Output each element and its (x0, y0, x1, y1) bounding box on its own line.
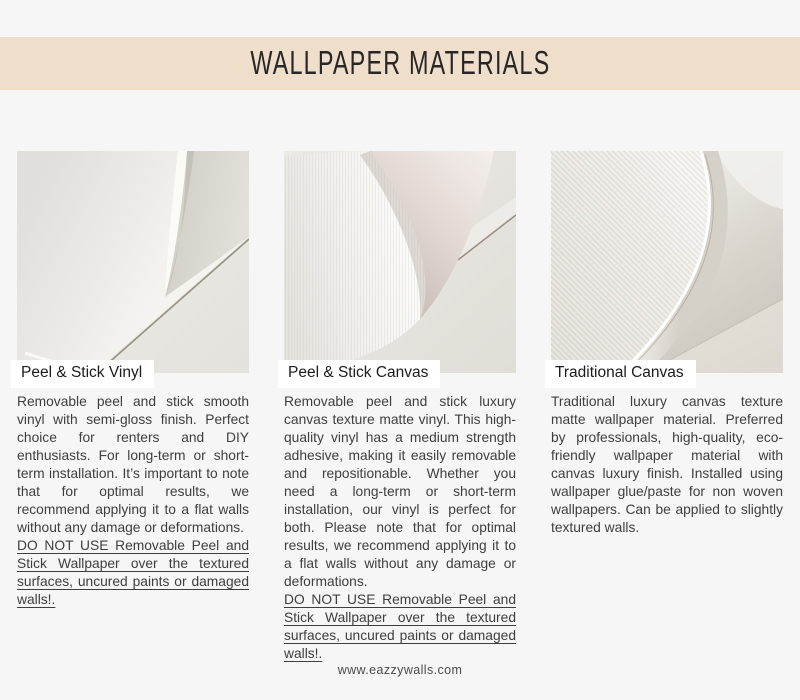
material-warning: DO NOT USE Removable Peel and Stick Wallpaper over the textured surfaces, uncured paints or damaged walls!. (17, 538, 249, 607)
material-label: Peel & Stick Canvas (278, 360, 440, 388)
curled-sheet-illustration (551, 151, 783, 373)
header-banner (0, 37, 800, 90)
traditional-canvas-photo (551, 151, 783, 381)
materials-columns (0, 151, 800, 663)
material-warning: DO NOT USE Removable Peel and Stick Wallpaper over the textured surfaces, uncured paints or damaged walls!. (284, 592, 516, 661)
curled-sheet-illustration (17, 151, 249, 373)
material-label: Traditional Canvas (545, 360, 696, 388)
material-label: Peel & Stick Vinyl (11, 360, 154, 388)
footer (0, 663, 800, 677)
peel-stick-canvas-photo (284, 151, 516, 381)
material-card-peel-stick-vinyl (17, 151, 249, 663)
material-description: Removable peel and stick smooth vinyl with semi-gloss finish. Perfect choice for renters and DIY enthusiasts. For long-term or short-term installation. It’s important to note that for optimal results, we recommend applying it to a flat walls without any damage or deformations. (17, 394, 249, 535)
curled-sheet-illustration (284, 151, 516, 373)
website-url: www.eazzywalls.com (337, 663, 463, 677)
material-card-peel-stick-canvas (284, 151, 516, 663)
page-title: WALLPAPER MATERIALS (249, 44, 551, 82)
material-description: Removable peel and stick luxury canvas texture matte vinyl. This high-quality vinyl has a medium strength adhesive, making it easily removable and repositionable. Whether you need a long-term or short-term installation, our vinyl is perfect for both. Please note that for optimal results, we recommend applying it to a flat walls without any damage or deformations. (284, 394, 516, 589)
peel-stick-vinyl-photo (17, 151, 249, 381)
material-card-traditional-canvas (551, 151, 783, 663)
material-description: Traditional luxury canvas texture matte wallpaper material. Preferred by professionals, high-quality, eco-friendly wallpaper material with canvas luxury finish. Installed using wallpaper glue/paste for non woven wallpapers. Can be applied to slightly textured walls. (551, 394, 783, 535)
